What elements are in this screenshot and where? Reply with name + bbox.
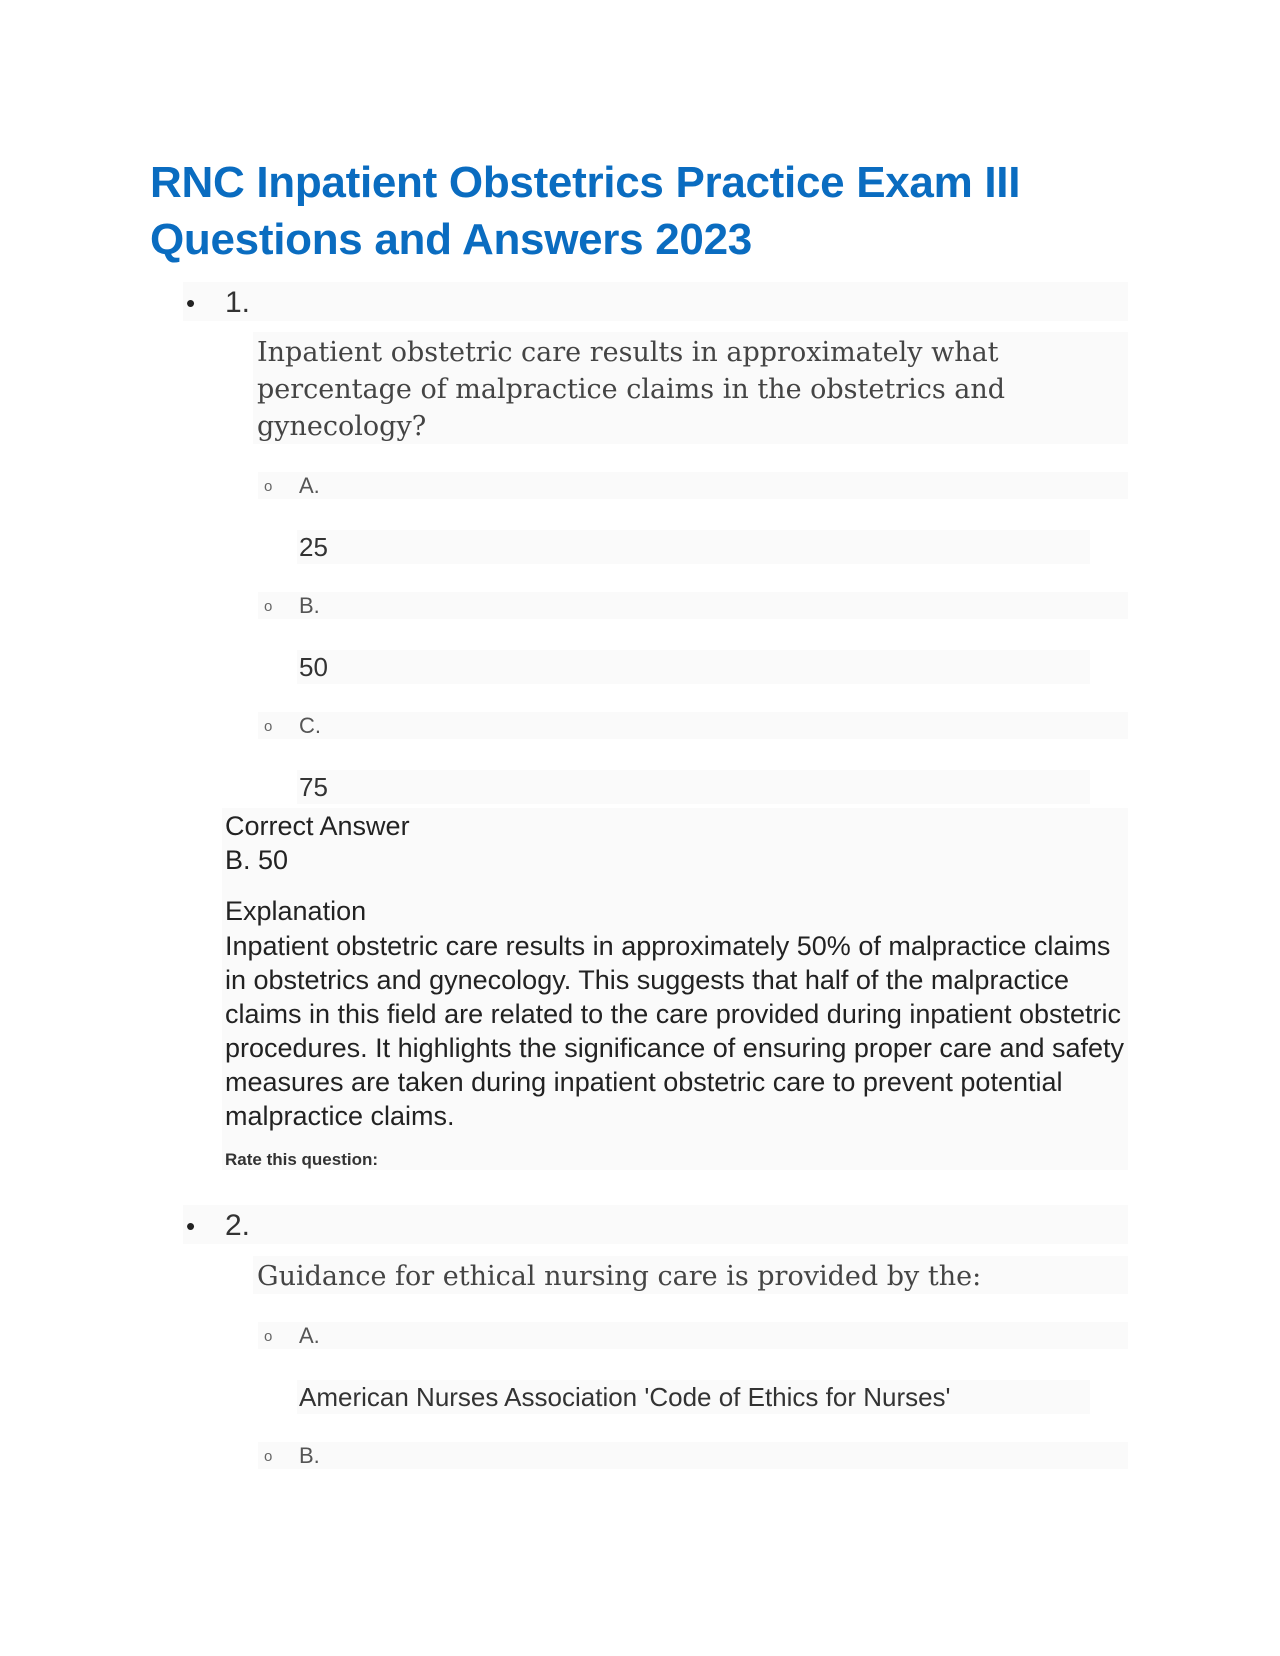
question-number: 2. bbox=[225, 1209, 251, 1242]
option-letter: B. bbox=[299, 593, 320, 618]
circle-bullet-icon: o bbox=[264, 1448, 273, 1465]
option-letter-band bbox=[258, 1442, 1128, 1469]
option-value-band bbox=[297, 650, 1090, 684]
option-value: 25 bbox=[299, 532, 328, 562]
option-letter-band bbox=[258, 712, 1128, 739]
question-text: Inpatient obstetric care results in approximately what percentage of malpractice claims in the obstetrics and gynecology? bbox=[257, 337, 1006, 442]
rate-question-label: Rate this question: bbox=[225, 1150, 379, 1169]
option-letter-band bbox=[258, 592, 1128, 619]
option-letter: B. bbox=[299, 1443, 320, 1468]
option-value: American Nurses Association 'Code of Ethics for Nurses' bbox=[299, 1382, 951, 1412]
question-number-band bbox=[183, 282, 1128, 321]
explanation-label: Explanation bbox=[225, 896, 367, 926]
question-text: Guidance for ethical nursing care is provided by the: bbox=[257, 1261, 982, 1292]
question-number: 1. bbox=[225, 286, 251, 319]
bullet-icon: • bbox=[186, 288, 196, 318]
question-number-band bbox=[183, 1205, 1128, 1244]
circle-bullet-icon: o bbox=[264, 478, 273, 495]
option-letter: A. bbox=[299, 1323, 320, 1348]
correct-answer: B. 50 bbox=[225, 845, 289, 875]
option-value: 50 bbox=[299, 652, 328, 682]
correct-answer-label: Correct Answer bbox=[225, 811, 410, 841]
explanation-text: Inpatient obstetric care results in approximately 50% of malpractice claims in obstetrics and gynecology. This suggests that half of the malpractice claims in this field are related to the care provided during inpatient obstetric procedures. It highlights the significance of ensuring proper care and safety measures are taken during inpatient obstetric care to prevent potential malpractice claims. bbox=[225, 931, 1125, 1131]
bullet-icon: • bbox=[186, 1211, 196, 1241]
circle-bullet-icon: o bbox=[264, 718, 273, 735]
option-value-band bbox=[297, 530, 1090, 564]
page-title: RNC Inpatient Obstetrics Practice Exam III Questions and Answers 2023 bbox=[150, 158, 1021, 264]
option-letter: A. bbox=[299, 473, 320, 498]
option-value-band bbox=[297, 770, 1090, 804]
circle-bullet-icon: o bbox=[264, 1328, 273, 1345]
option-value: 75 bbox=[299, 772, 328, 802]
option-letter-band bbox=[258, 472, 1128, 499]
option-letter: C. bbox=[299, 713, 321, 738]
option-letter-band bbox=[258, 1322, 1128, 1349]
circle-bullet-icon: o bbox=[264, 598, 273, 615]
